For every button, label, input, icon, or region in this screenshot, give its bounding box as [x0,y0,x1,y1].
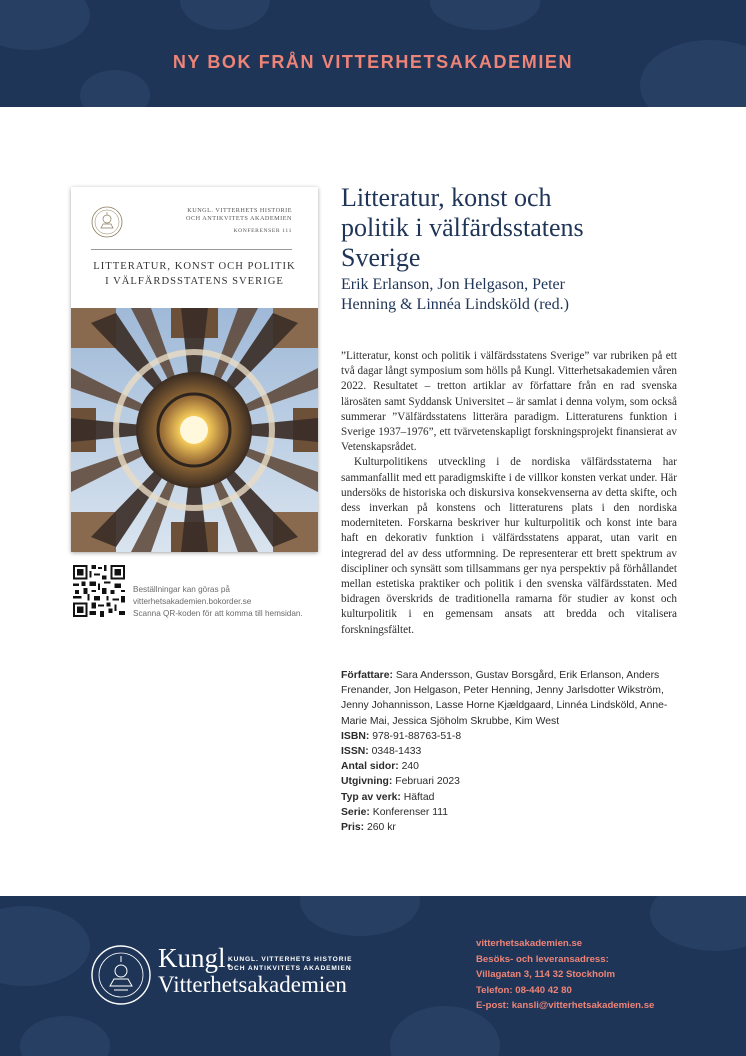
header-headline: NY BOK FRÅN VITTERHETSAKADEMIEN [172,52,574,72]
contact-info: vitterhetsakademien.se Besöks- och leveransadress: Villagatan 3, 114 32 Stockholm Telefon: 08-440 42 80 E-post: kansli@vitterhetsakademien.se [476,936,726,1014]
description-paragraph: Kulturpolitikens utveckling i de nordiska välfärdsstaterna har sammanfallit med ett paradigmskifte i de villkor konsten verkat under. Här undersöks de historiska och diskursiva konsekvenserna av detta skifte, och dess inverkan på konstens och litteraturens plats i den nordiska moderniteten. Forskarna beskriver hur kulturpolitik och konst inte bara haft en dekorativ funktion i välfärdsstatens apparat, utan varit en integrerad del av dess utformning. De representerar ett brett spektrum av discipliner och synsätt som tillsammans ger nya perspektiv på förhållandet mellan estetiska praktiker och politik i den svenska välfärdsstaten. Med bidragen överskrids de traditionella ramarna för studier av konst och kulturpolitik i en gemensam ansats att bredda och vitalisera forskningsfältet. [341,456,677,636]
book-description [341,349,677,638]
cover-publisher: KUNGL. VITTERHETS HISTORIE OCH ANTIKVITETS AKADEMIEN [186,207,292,222]
academy-seal-icon [91,206,123,238]
fact-pages: Antal sidor: 240 [341,761,419,773]
book-title: Litteratur, konst och politik i välfärdsstatens Sverige [341,183,584,272]
logo-kungl: Kungl. [158,943,233,973]
cover-series: KONFERENSER 111 [233,228,292,234]
qr-code-icon[interactable] [73,565,125,617]
cover-divider [91,249,292,250]
header-band [0,0,746,107]
cover-title: LITTERATUR, KONST OCH POLITIK I VÄLFÄRDSSTATENS SVERIGE [93,261,296,287]
fact-series: Serie: Konferenser 111 [341,806,449,818]
fact-authors: Författare: Sara Andersson, Gustav Borsgård, Erik Erlanson, Anders Frenander, Jon Helgason, Peter Henning, Jenny Jarlsdotter Wikström, Jenny Johannisson, Lasse Horne Kjældgaard, Linnéa Lindsköld, Anne-Marie Mai, Jessica Sjöholm Skrubbe, Kim West [341,670,668,727]
logo-name: Vitterhetsakademien [158,972,347,997]
logo-subtitle: KUNGL. VITTERHETS HISTORIE OCH ANTIKVITETS AKADEMIEN [228,956,353,972]
fact-issn: ISSN: 0348-1433 [341,746,422,758]
contact-phone: Telefon: 08-440 42 80 [476,984,572,996]
fact-price: Pris: 260 kr [341,822,396,834]
book-cover [71,187,318,552]
fact-release: Utgivning: Februari 2023 [341,776,460,788]
academy-logo-seal-icon [90,944,152,1006]
description-paragraph: ”Litteratur, konst och politik i välfärdsstatens Sverige” var rubriken på ett två dagar långt symposium som hölls på Kungl. Vitterhetsakademien våren 2022. Resultatet – tretton artiklar av författare från en rad svenska lärosäten samt Syddansk Universitet – är samlat i denna volym, som också summerar ”Välfärdsstatens litterära paradigm. Litteraturens funktion i Sverige 1937–1976”, ett tvärvetenskapligt forskningsprojekt finansierat av Vetenskapsrådet. [341,350,677,454]
order-info: Beställningar kan göras på vitterhetsakademien.bokorder.se Scanna QR-koden för att komma till hemsidan. [133,584,333,620]
book-editors: Erik Erlanson, Jon Helgason, Peter Henning & Linnéa Lindsköld (red.) [341,276,569,313]
book-facts [341,668,681,835]
contact-email-link[interactable]: E-post: kansli@vitterhetsakademien.se [476,1000,655,1011]
cover-kaleidoscope-image [71,308,318,552]
fact-isbn: ISBN: 978-91-88763-51-8 [341,730,462,742]
fact-type: Typ av verk: Häftad [341,791,435,803]
contact-website-link[interactable]: vitterhetsakademien.se [476,938,583,949]
order-link[interactable]: vitterhetsakademien.bokorder.se [133,597,252,606]
